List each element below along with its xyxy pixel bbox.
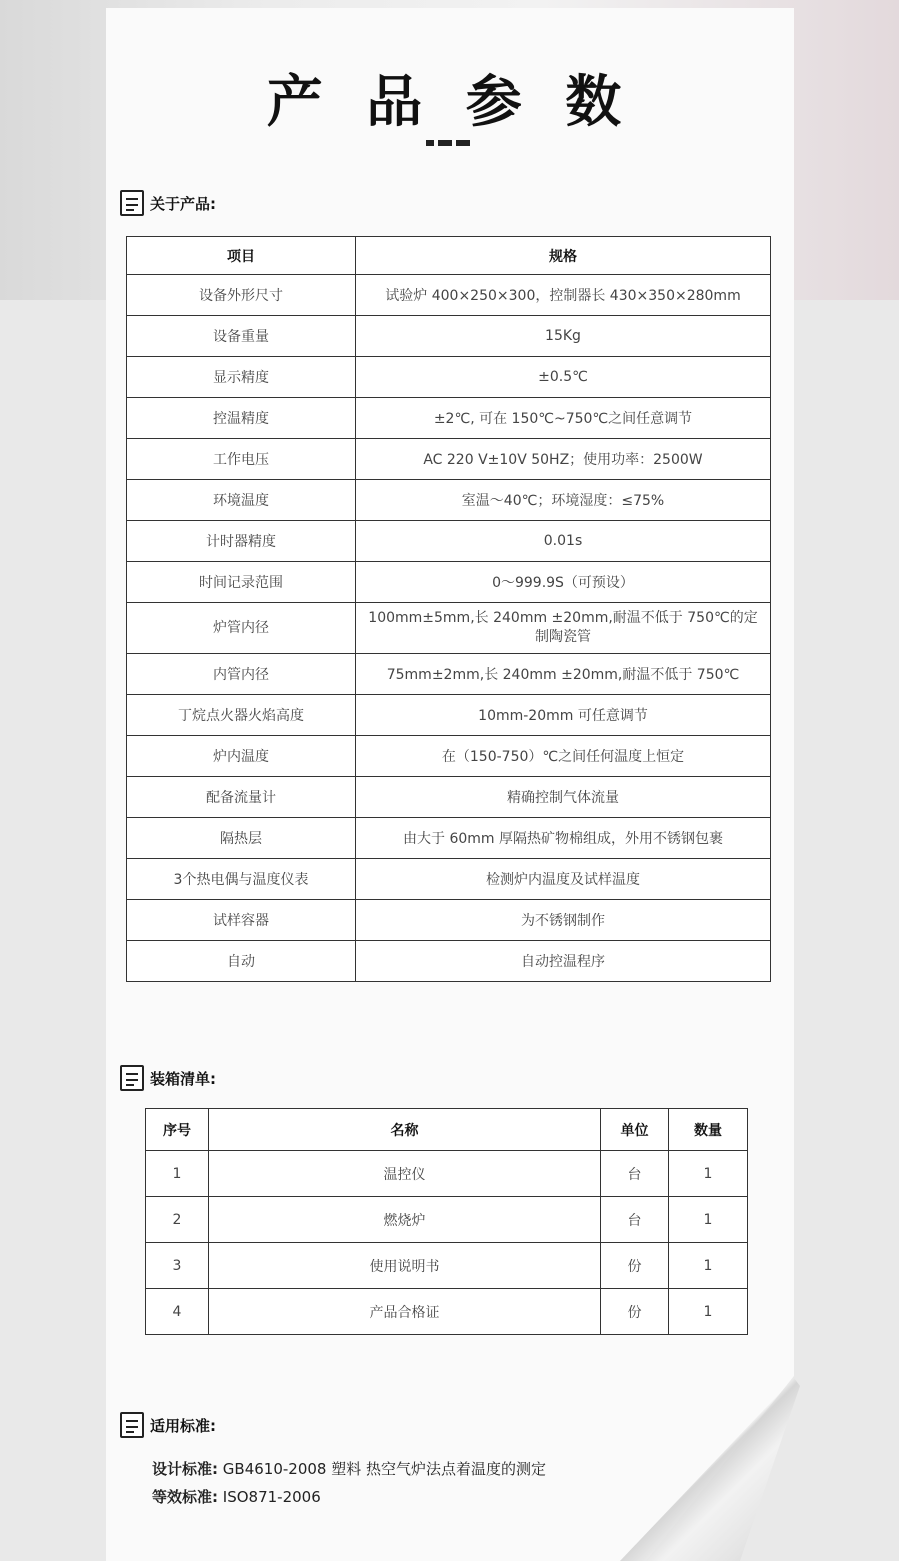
table-row xyxy=(127,398,771,439)
pack-qty: 1 xyxy=(669,1289,748,1335)
pack-name: 燃烧炉 xyxy=(209,1197,601,1243)
header-spec: 规格 xyxy=(356,237,771,275)
spec-item: 计时器精度 xyxy=(127,521,356,562)
equivalent-standard-label: 等效标准: xyxy=(152,1488,218,1506)
spec-item: 设备重量 xyxy=(127,316,356,357)
table-row xyxy=(127,275,771,316)
spec-value: 0.01s xyxy=(356,521,771,562)
spec-item: 显示精度 xyxy=(127,357,356,398)
table-row xyxy=(127,654,771,695)
header-no: 序号 xyxy=(146,1109,209,1151)
table-row xyxy=(127,603,771,654)
spec-value: ±2℃, 可在 150℃~750℃之间任意调节 xyxy=(356,398,771,439)
spec-item: 3个热电偶与温度仪表 xyxy=(127,859,356,900)
pack-unit: 台 xyxy=(601,1151,669,1197)
table-row xyxy=(146,1151,748,1197)
table-row xyxy=(127,480,771,521)
table-header-row xyxy=(127,237,771,275)
pack-unit: 份 xyxy=(601,1243,669,1289)
spec-table xyxy=(126,236,771,982)
table-row xyxy=(127,818,771,859)
design-standard xyxy=(152,1458,546,1479)
spec-item: 自动 xyxy=(127,941,356,982)
pack-no: 1 xyxy=(146,1151,209,1197)
pack-qty: 1 xyxy=(669,1243,748,1289)
table-row xyxy=(146,1243,748,1289)
checklist-icon xyxy=(120,1065,144,1091)
section-standards-label: 适用标准: xyxy=(150,1416,216,1435)
table-row xyxy=(127,777,771,818)
pack-unit: 份 xyxy=(601,1289,669,1335)
header-qty: 数量 xyxy=(669,1109,748,1151)
spec-item: 隔热层 xyxy=(127,818,356,859)
spec-item: 设备外形尺寸 xyxy=(127,275,356,316)
equivalent-standard xyxy=(152,1486,321,1507)
spec-item: 试样容器 xyxy=(127,900,356,941)
spec-value: 由大于 60mm 厚隔热矿物棉组成，外用不锈钢包裹 xyxy=(356,818,771,859)
design-standard-value: GB4610-2008 塑料 热空气炉法点着温度的测定 xyxy=(222,1460,546,1478)
pack-no: 2 xyxy=(146,1197,209,1243)
spec-item: 炉管内径 xyxy=(127,603,356,654)
notes-icon xyxy=(120,1412,144,1438)
spec-value: 检测炉内温度及试样温度 xyxy=(356,859,771,900)
header-name: 名称 xyxy=(209,1109,601,1151)
table-row xyxy=(127,357,771,398)
table-row xyxy=(127,941,771,982)
spec-item: 丁烷点火器火焰高度 xyxy=(127,695,356,736)
title-divider xyxy=(426,140,470,146)
table-row xyxy=(127,695,771,736)
pack-qty: 1 xyxy=(669,1151,748,1197)
table-row xyxy=(127,521,771,562)
spec-item: 环境温度 xyxy=(127,480,356,521)
pack-qty: 1 xyxy=(669,1197,748,1243)
spec-item: 时间记录范围 xyxy=(127,562,356,603)
design-standard-label: 设计标准: xyxy=(152,1460,218,1478)
pack-unit: 台 xyxy=(601,1197,669,1243)
spec-value: 试验炉 400×250×300，控制器长 430×350×280mm xyxy=(356,275,771,316)
spec-value: 室温～40℃；环境湿度：≤75% xyxy=(356,480,771,521)
pack-no: 3 xyxy=(146,1243,209,1289)
table-row xyxy=(127,900,771,941)
spec-value: 15Kg xyxy=(356,316,771,357)
spec-value: 为不锈钢制作 xyxy=(356,900,771,941)
spec-item: 内管内径 xyxy=(127,654,356,695)
spec-item: 控温精度 xyxy=(127,398,356,439)
table-row xyxy=(146,1197,748,1243)
pack-name: 使用说明书 xyxy=(209,1243,601,1289)
table-row xyxy=(127,439,771,480)
spec-item: 配备流量计 xyxy=(127,777,356,818)
table-row xyxy=(127,562,771,603)
table-row xyxy=(127,859,771,900)
section-packing xyxy=(120,1065,216,1091)
header-item: 项目 xyxy=(127,237,356,275)
spec-item: 工作电压 xyxy=(127,439,356,480)
page-title: 产 品 参 数 xyxy=(266,70,634,135)
pack-name: 温控仪 xyxy=(209,1151,601,1197)
spec-value: AC 220 V±10V 50HZ；使用功率：2500W xyxy=(356,439,771,480)
spec-value: 精确控制气体流量 xyxy=(356,777,771,818)
table-row xyxy=(146,1289,748,1335)
table-row xyxy=(127,316,771,357)
spec-value: 在（150-750）℃之间任何温度上恒定 xyxy=(356,736,771,777)
spec-item: 炉内温度 xyxy=(127,736,356,777)
spec-value: ±0.5℃ xyxy=(356,357,771,398)
equivalent-standard-value: ISO871-2006 xyxy=(222,1488,321,1506)
header-unit: 单位 xyxy=(601,1109,669,1151)
spec-value: 自动控温程序 xyxy=(356,941,771,982)
section-about xyxy=(120,190,216,216)
document-icon xyxy=(120,190,144,216)
spec-value: 100mm±5mm,长 240mm ±20mm,耐温不低于 750℃的定制陶瓷管 xyxy=(356,603,771,654)
table-row xyxy=(127,736,771,777)
section-packing-label: 装箱清单: xyxy=(150,1069,216,1088)
pack-no: 4 xyxy=(146,1289,209,1335)
pack-name: 产品合格证 xyxy=(209,1289,601,1335)
spec-value: 75mm±2mm,长 240mm ±20mm,耐温不低于 750℃ xyxy=(356,654,771,695)
spec-value: 0～999.9S（可预设） xyxy=(356,562,771,603)
packing-table xyxy=(145,1108,748,1335)
section-standards xyxy=(120,1412,216,1438)
table-header-row xyxy=(146,1109,748,1151)
spec-value: 10mm-20mm 可任意调节 xyxy=(356,695,771,736)
section-about-label: 关于产品: xyxy=(150,194,216,213)
